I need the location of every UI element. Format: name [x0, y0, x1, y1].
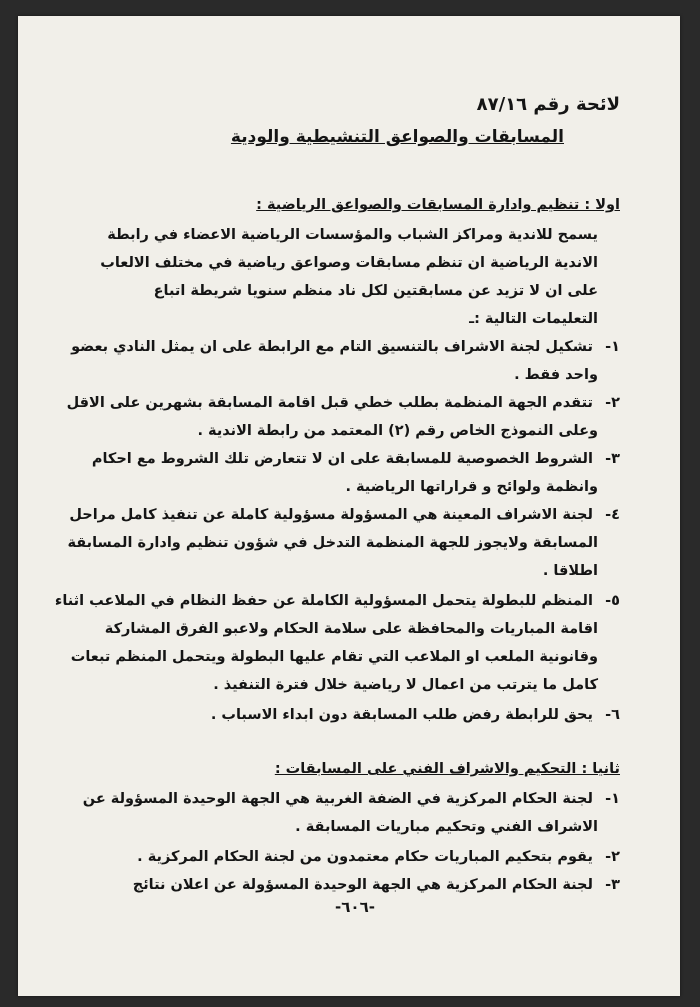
item-number: ٣- — [605, 451, 620, 467]
intro-line-4: التعليمات التالية :ـ — [469, 311, 598, 327]
item-text: المنظم للبطولة يتحمل المسؤولية الكاملة عن حفظ النظام في الملاعب اثناء — [54, 593, 593, 609]
list-item — [82, 788, 620, 810]
list-item — [90, 704, 620, 726]
item-number: ١- — [605, 339, 620, 355]
list-item — [90, 448, 620, 470]
item-text: تتقدم الجهة المنظمة بطلب خطي قبل اقامة المسابقة بشهرين على الاقل — [66, 395, 593, 411]
item-number: ١- — [605, 791, 620, 807]
item-text: لجنة الحكام المركزية في الضفة الغربية هي الجهة الوحيدة المسؤولة عن — [82, 791, 593, 807]
list-item — [54, 590, 620, 612]
regulation-title: لائحة رقم ٨٧/١٦ — [476, 94, 620, 115]
list-item — [66, 392, 620, 414]
intro-line-2: الاندية الرياضية ان تنظم مسابقات وصواعق رياضية في مختلف الالعاب — [100, 255, 598, 271]
intro-line-3: على ان لا تزيد عن مسابقتين لكل ناد منظم سنويا شريطة اتباع — [153, 283, 598, 299]
list-item — [90, 846, 620, 868]
item-number: ٢- — [605, 395, 620, 411]
document-text — [54, 16, 620, 996]
item-text: يحق للرابطة رفض طلب المسابقة دون ابداء الاسباب . — [210, 707, 593, 723]
item-text-cont: اقامة المباريات والمحافظة على سلامة الحكام ولاعبو الفرق المشاركة — [104, 621, 598, 637]
list-item — [90, 874, 620, 896]
page-number: -٦٠٦- — [335, 898, 375, 916]
item-number: ٤- — [605, 507, 620, 523]
item-text-cont: اطلاقا . — [542, 563, 598, 579]
item-text-cont: وعلى النموذج الخاص رقم (٢) المعتمد من رابطة الاندية . — [197, 423, 598, 439]
item-number: ٥- — [605, 593, 620, 609]
item-text-cont: الاشراف الفني وتحكيم مباريات المسابقة . — [295, 819, 598, 835]
list-item — [71, 336, 620, 358]
item-text: لجنة الاشراف المعينة هي المسؤولة مسؤولية كاملة عن تنفيذ كامل مراحل — [69, 507, 593, 523]
section-1-heading: اولا : تنظيم وادارة المسابقات والصواعق الرياضية : — [256, 197, 620, 213]
document-page — [18, 16, 680, 996]
section-2-heading: ثانيا : التحكيم والاشراف الفني على المسابقات : — [274, 761, 620, 777]
item-text: يقوم بتحكيم المباريات حكام معتمدون من لجنة الحكام المركزية . — [137, 849, 593, 865]
intro-line-1: يسمح للاندية ومراكز الشباب والمؤسسات الرياضية الاعضاء في رابطة — [107, 227, 598, 243]
item-text-cont: وانظمة ولوائح و قراراتها الرياضية . — [345, 479, 598, 495]
item-text: تشكيل لجنة الاشراف بالتنسيق التام مع الرابطة على ان يمثل النادي بعضو — [71, 339, 593, 355]
item-text-cont: كامل ما يترتب من اعمال لا رياضية خلال فترة التنفيذ . — [213, 677, 598, 693]
item-text-cont: وقانونية الملعب او الملاعب التي تقام عليها البطولة ويتحمل المنظم تبعات — [70, 649, 598, 665]
item-number: ٣- — [605, 877, 620, 893]
item-text-cont: المسابقة ولايجوز للجهة المنظمة التدخل في شؤون تنظيم وادارة المسابقة — [67, 535, 598, 551]
regulation-subtitle: المسابقات والصواعق التنشيطية والودية — [230, 127, 564, 147]
item-number: ٢- — [605, 849, 620, 865]
item-number: ٦- — [605, 707, 620, 723]
item-text: لجنة الحكام المركزية هي الجهة الوحيدة المسؤولة عن اعلان نتائج — [132, 877, 593, 893]
item-text: الشروط الخصوصية للمسابقة على ان لا تتعارض تلك الشروط مع احكام — [91, 451, 593, 467]
item-text-cont: واحد فقط . — [514, 367, 598, 383]
list-item — [69, 504, 620, 526]
